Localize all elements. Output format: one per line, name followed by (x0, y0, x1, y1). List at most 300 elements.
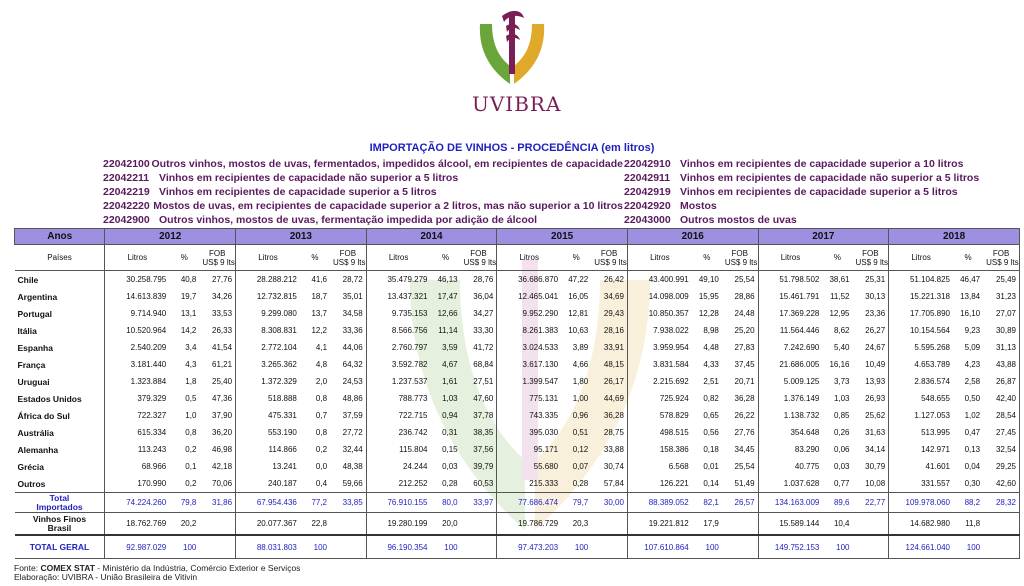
empty-cell (461, 535, 497, 559)
table-row (15, 390, 1020, 407)
pct-cell: 17,47 (437, 292, 458, 301)
pct-cell: 0,8 (315, 428, 328, 437)
pct-cell: 0,65 (703, 411, 719, 420)
fob-cell: 28,86 (722, 288, 758, 305)
fob-cell: 26,57 (722, 493, 758, 513)
pct-cell: 12,28 (698, 309, 719, 318)
ncm-description: Vinhos em recipientes de capacidade não superior a 5 litros (680, 172, 980, 184)
litros-cell: 3.024.533 (497, 339, 561, 356)
litros-cell: 2.540.209 (105, 339, 169, 356)
pct-cell: 0,2 (315, 445, 328, 454)
litros-cell: 548.655 (889, 390, 953, 407)
litros-cell: 8.261.383 (497, 322, 561, 339)
ncm-description: Outros vinhos, mostos de uvas, fermentados, impedidos álcool, em recipientes de capacidade (151, 158, 623, 170)
pct-cell: 20,3 (561, 513, 591, 536)
pct-cell: 3,73 (833, 377, 850, 386)
fob-header: FOB US$ 9 lts (722, 245, 758, 271)
country-cell: Argentina (15, 288, 105, 305)
pct-cell: 0,06 (833, 445, 850, 454)
ncm-code: 22042911 (624, 172, 671, 184)
fob-cell: 43,88 (983, 356, 1019, 373)
litros-header: Litros (497, 245, 561, 271)
fob-cell: 34,45 (722, 441, 758, 458)
fob-cell: 37,90 (199, 407, 235, 424)
year-header: 2015 (497, 229, 628, 245)
litros-cell: 13.241 (236, 458, 300, 475)
litros-cell: 6.568 (627, 458, 691, 475)
litros-cell: 83.290 (758, 441, 822, 458)
litros-cell: 240.187 (236, 475, 300, 493)
fob-cell: 26,27 (853, 322, 889, 339)
fob-cell: 27,51 (461, 373, 497, 390)
pct-cell: 100 (953, 535, 983, 559)
year-header: 2012 (105, 229, 236, 245)
pct-cell: 20,0 (431, 513, 461, 536)
pct-cell: 1,03 (833, 394, 850, 403)
ncm-code-row (624, 171, 1014, 185)
litros-cell: 7.242.690 (758, 339, 822, 356)
pct-cell: 0,13 (964, 445, 981, 454)
pct-cell: 13,1 (180, 309, 197, 318)
empty-cell (722, 513, 758, 536)
pct-cell: 1,0 (185, 411, 197, 420)
litros-cell: 9.952.290 (497, 305, 561, 322)
sub-header-row (15, 245, 1020, 271)
ncm-code-row (103, 171, 623, 185)
fob-cell: 28,72 (330, 271, 366, 289)
fob-cell: 34,14 (853, 441, 889, 458)
litros-cell: 115.804 (366, 441, 430, 458)
ncm-description: Outros mostos de uvas (680, 214, 797, 226)
ncm-code: 22042900 (103, 214, 150, 226)
fob-cell: 25,54 (722, 458, 758, 475)
pct-cell: 0,30 (964, 479, 981, 488)
empty-cell (461, 513, 497, 536)
litros-cell: 3.617.130 (497, 356, 561, 373)
fob-cell: 30,13 (853, 288, 889, 305)
imports-table (14, 228, 1020, 559)
pct-cell: 8,62 (833, 326, 850, 335)
pct-cell: 12,95 (829, 309, 850, 318)
year-header: 2014 (366, 229, 497, 245)
litros-cell: 24.244 (366, 458, 430, 475)
empty-cell (983, 513, 1019, 536)
litros-cell: 722.715 (366, 407, 430, 424)
pct-cell: 2,58 (964, 377, 981, 386)
litros-cell: 9.714.940 (105, 305, 169, 322)
table-row (15, 356, 1020, 373)
ncm-code-row (624, 185, 1014, 199)
fob-header: FOB US$ 9 lts (983, 245, 1019, 271)
pct-cell: 100 (169, 535, 199, 559)
litros-header: Litros (366, 245, 430, 271)
litros-cell: 3.181.440 (105, 356, 169, 373)
litros-cell: 19.221.812 (627, 513, 691, 536)
empty-cell (591, 513, 627, 536)
litros-cell: 51.798.502 (758, 271, 822, 289)
pct-cell: 20,2 (169, 513, 199, 536)
pct-cell: 9,23 (964, 326, 981, 335)
pct-header: % (169, 245, 199, 271)
year-header-row (15, 229, 1020, 245)
pct-cell: 4,23 (964, 360, 981, 369)
litros-cell: 8.308.831 (236, 322, 300, 339)
country-cell: Chile (15, 271, 105, 289)
pct-cell: 4,66 (572, 360, 589, 369)
litros-cell: 3.831.584 (627, 356, 691, 373)
litros-cell: 5.595.268 (889, 339, 953, 356)
table-row (15, 441, 1020, 458)
pct-cell: 0,8 (185, 428, 197, 437)
fob-cell: 25,54 (722, 271, 758, 289)
fob-cell: 34,26 (199, 288, 235, 305)
litros-cell: 30.258.795 (105, 271, 169, 289)
fob-cell: 48,38 (330, 458, 366, 475)
fob-cell: 27,07 (983, 305, 1019, 322)
fob-cell: 42,60 (983, 475, 1019, 493)
country-cell: Alemanha (15, 441, 105, 458)
pct-cell: 0,18 (703, 445, 719, 454)
fob-cell: 32,54 (983, 441, 1019, 458)
pct-header: % (953, 245, 983, 271)
fob-cell: 41,54 (199, 339, 235, 356)
fob-cell: 38,35 (461, 424, 497, 441)
litros-cell: 2.772.104 (236, 339, 300, 356)
pct-cell: 22,8 (300, 513, 330, 536)
litros-cell: 1.399.547 (497, 373, 561, 390)
fob-header: FOB US$ 9 lts (853, 245, 889, 271)
pct-header: % (561, 245, 591, 271)
ncm-code: 22042220 (103, 200, 150, 212)
country-cell: Espanha (15, 339, 105, 356)
litros-cell: 498.515 (627, 424, 691, 441)
fob-cell: 47,60 (461, 390, 497, 407)
vinhos-finos-row (15, 513, 1020, 536)
year-header: 2016 (627, 229, 758, 245)
litros-cell: 15.589.144 (758, 513, 822, 536)
pct-cell: 0,28 (572, 479, 589, 488)
uvibra-logo (472, 6, 562, 116)
fob-cell: 47,36 (199, 390, 235, 407)
litros-cell: 113.243 (105, 441, 169, 458)
fob-cell: 24,53 (330, 373, 366, 390)
litros-cell: 95.171 (497, 441, 561, 458)
pct-cell: 0,14 (703, 479, 719, 488)
ncm-description: Vinhos em recipientes de capacidade superior a 10 litros (680, 158, 964, 170)
pct-cell: 100 (692, 535, 722, 559)
pct-cell: 11,8 (953, 513, 983, 536)
empty-cell (853, 535, 889, 559)
logo-emblem-icon (472, 6, 552, 92)
pct-cell: 0,26 (833, 428, 850, 437)
country-cell: França (15, 356, 105, 373)
pct-cell: 0,8 (315, 394, 328, 403)
pct-cell: 0,28 (442, 479, 458, 488)
litros-cell: 2.760.797 (366, 339, 430, 356)
litros-cell: 3.592.782 (366, 356, 430, 373)
litros-cell: 12.465.041 (497, 288, 561, 305)
litros-cell: 126.221 (627, 475, 691, 493)
litros-cell: 88.031.803 (236, 535, 300, 559)
year-header: 2017 (758, 229, 889, 245)
table-row (15, 475, 1020, 493)
year-header: 2013 (236, 229, 367, 245)
pct-cell: 1,03 (442, 394, 458, 403)
pct-cell: 12,66 (437, 309, 458, 318)
pct-cell: 3,59 (442, 343, 458, 352)
pct-cell: 4,67 (442, 360, 458, 369)
fob-cell: 27,76 (199, 271, 235, 289)
litros-cell: 3.959.954 (627, 339, 691, 356)
litros-cell: 67.954.436 (236, 493, 300, 513)
litros-cell: 9.735.153 (366, 305, 430, 322)
pct-cell: 14,2 (180, 326, 197, 335)
pct-cell: 82,1 (692, 493, 722, 513)
empty-cell (722, 535, 758, 559)
litros-cell: 20.077.367 (236, 513, 300, 536)
litros-cell: 51.104.825 (889, 271, 953, 289)
litros-cell: 17.369.228 (758, 305, 822, 322)
litros-cell: 55.680 (497, 458, 561, 475)
litros-cell: 3.265.362 (236, 356, 300, 373)
litros-cell: 35.479.279 (366, 271, 430, 289)
table-row (15, 271, 1020, 289)
fob-cell: 33,91 (591, 339, 627, 356)
pct-cell: 1,61 (442, 377, 458, 386)
litros-cell: 8.566.756 (366, 322, 430, 339)
pct-cell: 0,03 (833, 462, 850, 471)
fob-cell: 28,75 (591, 424, 627, 441)
ncm-description: Mostos de uvas, em recipientes de capacidade superior a 2 litros, mas não superior a 10 litros (153, 200, 623, 212)
fob-cell: 25,31 (853, 271, 889, 289)
ncm-code: 22042920 (624, 200, 671, 212)
ncm-code: 22042919 (624, 186, 671, 198)
table-row (15, 424, 1020, 441)
litros-header: Litros (758, 245, 822, 271)
fob-cell: 33,53 (199, 305, 235, 322)
pct-cell: 1,02 (964, 411, 981, 420)
litros-cell: 518.888 (236, 390, 300, 407)
pct-header: % (822, 245, 852, 271)
pct-cell: 13,84 (960, 292, 981, 301)
ncm-code: 22042211 (103, 172, 150, 184)
footer-source: Fonte: COMEX STAT - Ministério da Indústria, Comércio Exterior e Serviços Elaboração: UVIBRA - União Brasileira de Vitivin (14, 563, 301, 582)
litros-header: Litros (105, 245, 169, 271)
pct-cell: 0,50 (964, 394, 981, 403)
year-header: 2018 (889, 229, 1020, 245)
fob-cell: 30,79 (853, 458, 889, 475)
litros-cell: 134.163.009 (758, 493, 822, 513)
litros-cell: 11.564.446 (758, 322, 822, 339)
pct-cell: 46,13 (437, 275, 458, 284)
pct-cell: 2,0 (315, 377, 328, 386)
litros-cell: 10.154.564 (889, 322, 953, 339)
fob-cell: 13,93 (853, 373, 889, 390)
fob-cell: 30,74 (591, 458, 627, 475)
country-cell: Itália (15, 322, 105, 339)
country-cell: Portugal (15, 305, 105, 322)
litros-cell: 1.037.628 (758, 475, 822, 493)
pct-cell: 0,47 (964, 428, 981, 437)
fob-cell: 32,44 (330, 441, 366, 458)
litros-cell: 379.329 (105, 390, 169, 407)
pct-cell: 1,8 (185, 377, 197, 386)
pct-cell: 100 (561, 535, 591, 559)
fob-cell: 36,28 (591, 407, 627, 424)
ncm-description: Outros vinhos, mostos de uvas, fermentação impedida por adição de álcool (159, 214, 538, 226)
logo-wordmark: UVIBRA (472, 92, 562, 116)
pct-header: % (300, 245, 330, 271)
pct-cell: 11,52 (830, 292, 850, 301)
pct-cell: 0,96 (572, 411, 589, 420)
litros-cell: 4.653.789 (889, 356, 953, 373)
ncm-code-row (624, 213, 1014, 227)
litros-cell: 743.335 (497, 407, 561, 424)
pct-cell: 89,6 (822, 493, 852, 513)
ncm-code: 22043000 (624, 214, 671, 226)
fob-cell: 30,89 (983, 322, 1019, 339)
litros-cell: 1.372.329 (236, 373, 300, 390)
fob-cell: 29,25 (983, 458, 1019, 475)
table-row (15, 373, 1020, 390)
fob-cell: 28,32 (983, 493, 1019, 513)
pct-cell: 0,2 (185, 445, 197, 454)
fob-cell: 27,76 (722, 424, 758, 441)
pct-cell: 40,8 (180, 275, 197, 284)
fob-cell: 31,86 (199, 493, 235, 513)
litros-cell: 775.131 (497, 390, 561, 407)
pct-cell: 19,7 (180, 292, 197, 301)
fob-cell: 70,06 (199, 475, 235, 493)
litros-cell: 92.987.029 (105, 535, 169, 559)
fob-cell: 36,20 (199, 424, 235, 441)
litros-cell: 1.376.149 (758, 390, 822, 407)
litros-cell: 513.995 (889, 424, 953, 441)
fob-cell: 48,86 (330, 390, 366, 407)
fob-cell: 37,45 (722, 356, 758, 373)
litros-cell: 41.601 (889, 458, 953, 475)
page-title: IMPORTAÇÃO DE VINHOS - PROCEDÊNCIA (em litros) (369, 142, 655, 154)
litros-cell: 14.098.009 (627, 288, 691, 305)
fob-cell: 23,36 (853, 305, 889, 322)
litros-cell: 40.775 (758, 458, 822, 475)
pct-cell: 0,51 (572, 428, 589, 437)
litros-cell: 2.215.692 (627, 373, 691, 390)
litros-cell: 10.520.964 (105, 322, 169, 339)
empty-cell (853, 513, 889, 536)
pct-header: % (431, 245, 461, 271)
fob-header: FOB US$ 9 lts (199, 245, 235, 271)
fob-cell: 34,69 (591, 288, 627, 305)
fob-cell: 37,56 (461, 441, 497, 458)
fob-cell: 33,36 (330, 322, 366, 339)
fob-cell: 34,58 (330, 305, 366, 322)
litros-cell: 17.705.890 (889, 305, 953, 322)
pct-cell: 88,2 (953, 493, 983, 513)
pct-cell: 5,40 (833, 343, 850, 352)
fob-header: FOB US$ 9 lts (591, 245, 627, 271)
fob-cell: 68,84 (461, 356, 497, 373)
country-cell: África do Sul (15, 407, 105, 424)
empty-cell (199, 513, 235, 536)
fob-cell: 26,93 (853, 390, 889, 407)
pct-cell: 0,04 (964, 462, 981, 471)
pct-cell: 5,09 (964, 343, 981, 352)
paises-header: Países (15, 245, 105, 271)
pct-cell: 100 (300, 535, 330, 559)
litros-cell: 142.971 (889, 441, 953, 458)
fob-cell: 28,76 (461, 271, 497, 289)
empty-cell (330, 513, 366, 536)
fob-cell: 24,48 (722, 305, 758, 322)
litros-cell: 12.732.815 (236, 288, 300, 305)
litros-cell: 15.461.791 (758, 288, 822, 305)
pct-cell: 10,4 (822, 513, 852, 536)
litros-cell: 13.437.321 (366, 288, 430, 305)
fob-cell: 10,49 (853, 356, 889, 373)
litros-cell: 15.221.318 (889, 288, 953, 305)
pct-cell: 4,33 (703, 360, 719, 369)
ncm-code-row (103, 213, 623, 227)
empty-cell (983, 535, 1019, 559)
pct-cell: 1,80 (572, 377, 589, 386)
fob-cell: 10,08 (853, 475, 889, 493)
ncm-code: 22042100 (103, 158, 150, 170)
litros-header: Litros (889, 245, 953, 271)
pct-cell: 1,00 (572, 394, 589, 403)
fob-cell: 48,15 (591, 356, 627, 373)
fob-cell: 27,45 (983, 424, 1019, 441)
fob-cell: 51,49 (722, 475, 758, 493)
litros-cell: 1.127.053 (889, 407, 953, 424)
litros-cell: 9.299.080 (236, 305, 300, 322)
litros-cell: 475.331 (236, 407, 300, 424)
pct-cell: 2,51 (703, 377, 719, 386)
litros-cell: 74.224.260 (105, 493, 169, 513)
pct-cell: 49,10 (698, 275, 719, 284)
litros-cell: 14.613.839 (105, 288, 169, 305)
fob-cell: 33,88 (591, 441, 627, 458)
pct-cell: 4,8 (315, 360, 328, 369)
fob-cell: 37,59 (330, 407, 366, 424)
country-cell: Grécia (15, 458, 105, 475)
pct-cell: 16,05 (568, 292, 589, 301)
ncm-code-row (103, 157, 623, 171)
total-geral-row (15, 535, 1020, 559)
pct-cell: 15,95 (698, 292, 719, 301)
pct-cell: 0,7 (315, 411, 328, 420)
fob-cell: 26,42 (591, 271, 627, 289)
fob-cell: 37,78 (461, 407, 497, 424)
table-row (15, 458, 1020, 475)
table-row (15, 339, 1020, 356)
litros-cell: 43.400.991 (627, 271, 691, 289)
country-cell: Estados Unidos (15, 390, 105, 407)
fob-header: FOB US$ 9 lts (461, 245, 497, 271)
litros-header: Litros (627, 245, 691, 271)
fob-cell: 64,32 (330, 356, 366, 373)
pct-cell: 11,14 (438, 326, 458, 335)
fob-cell: 33,85 (330, 493, 366, 513)
pct-cell: 100 (822, 535, 852, 559)
ncm-description: Mostos (680, 200, 717, 212)
litros-cell: 149.752.153 (758, 535, 822, 559)
fob-cell: 31,13 (983, 339, 1019, 356)
pct-cell: 0,31 (442, 428, 458, 437)
country-cell: Uruguai (15, 373, 105, 390)
fob-cell: 35,01 (330, 288, 366, 305)
pct-cell: 46,47 (960, 275, 981, 284)
